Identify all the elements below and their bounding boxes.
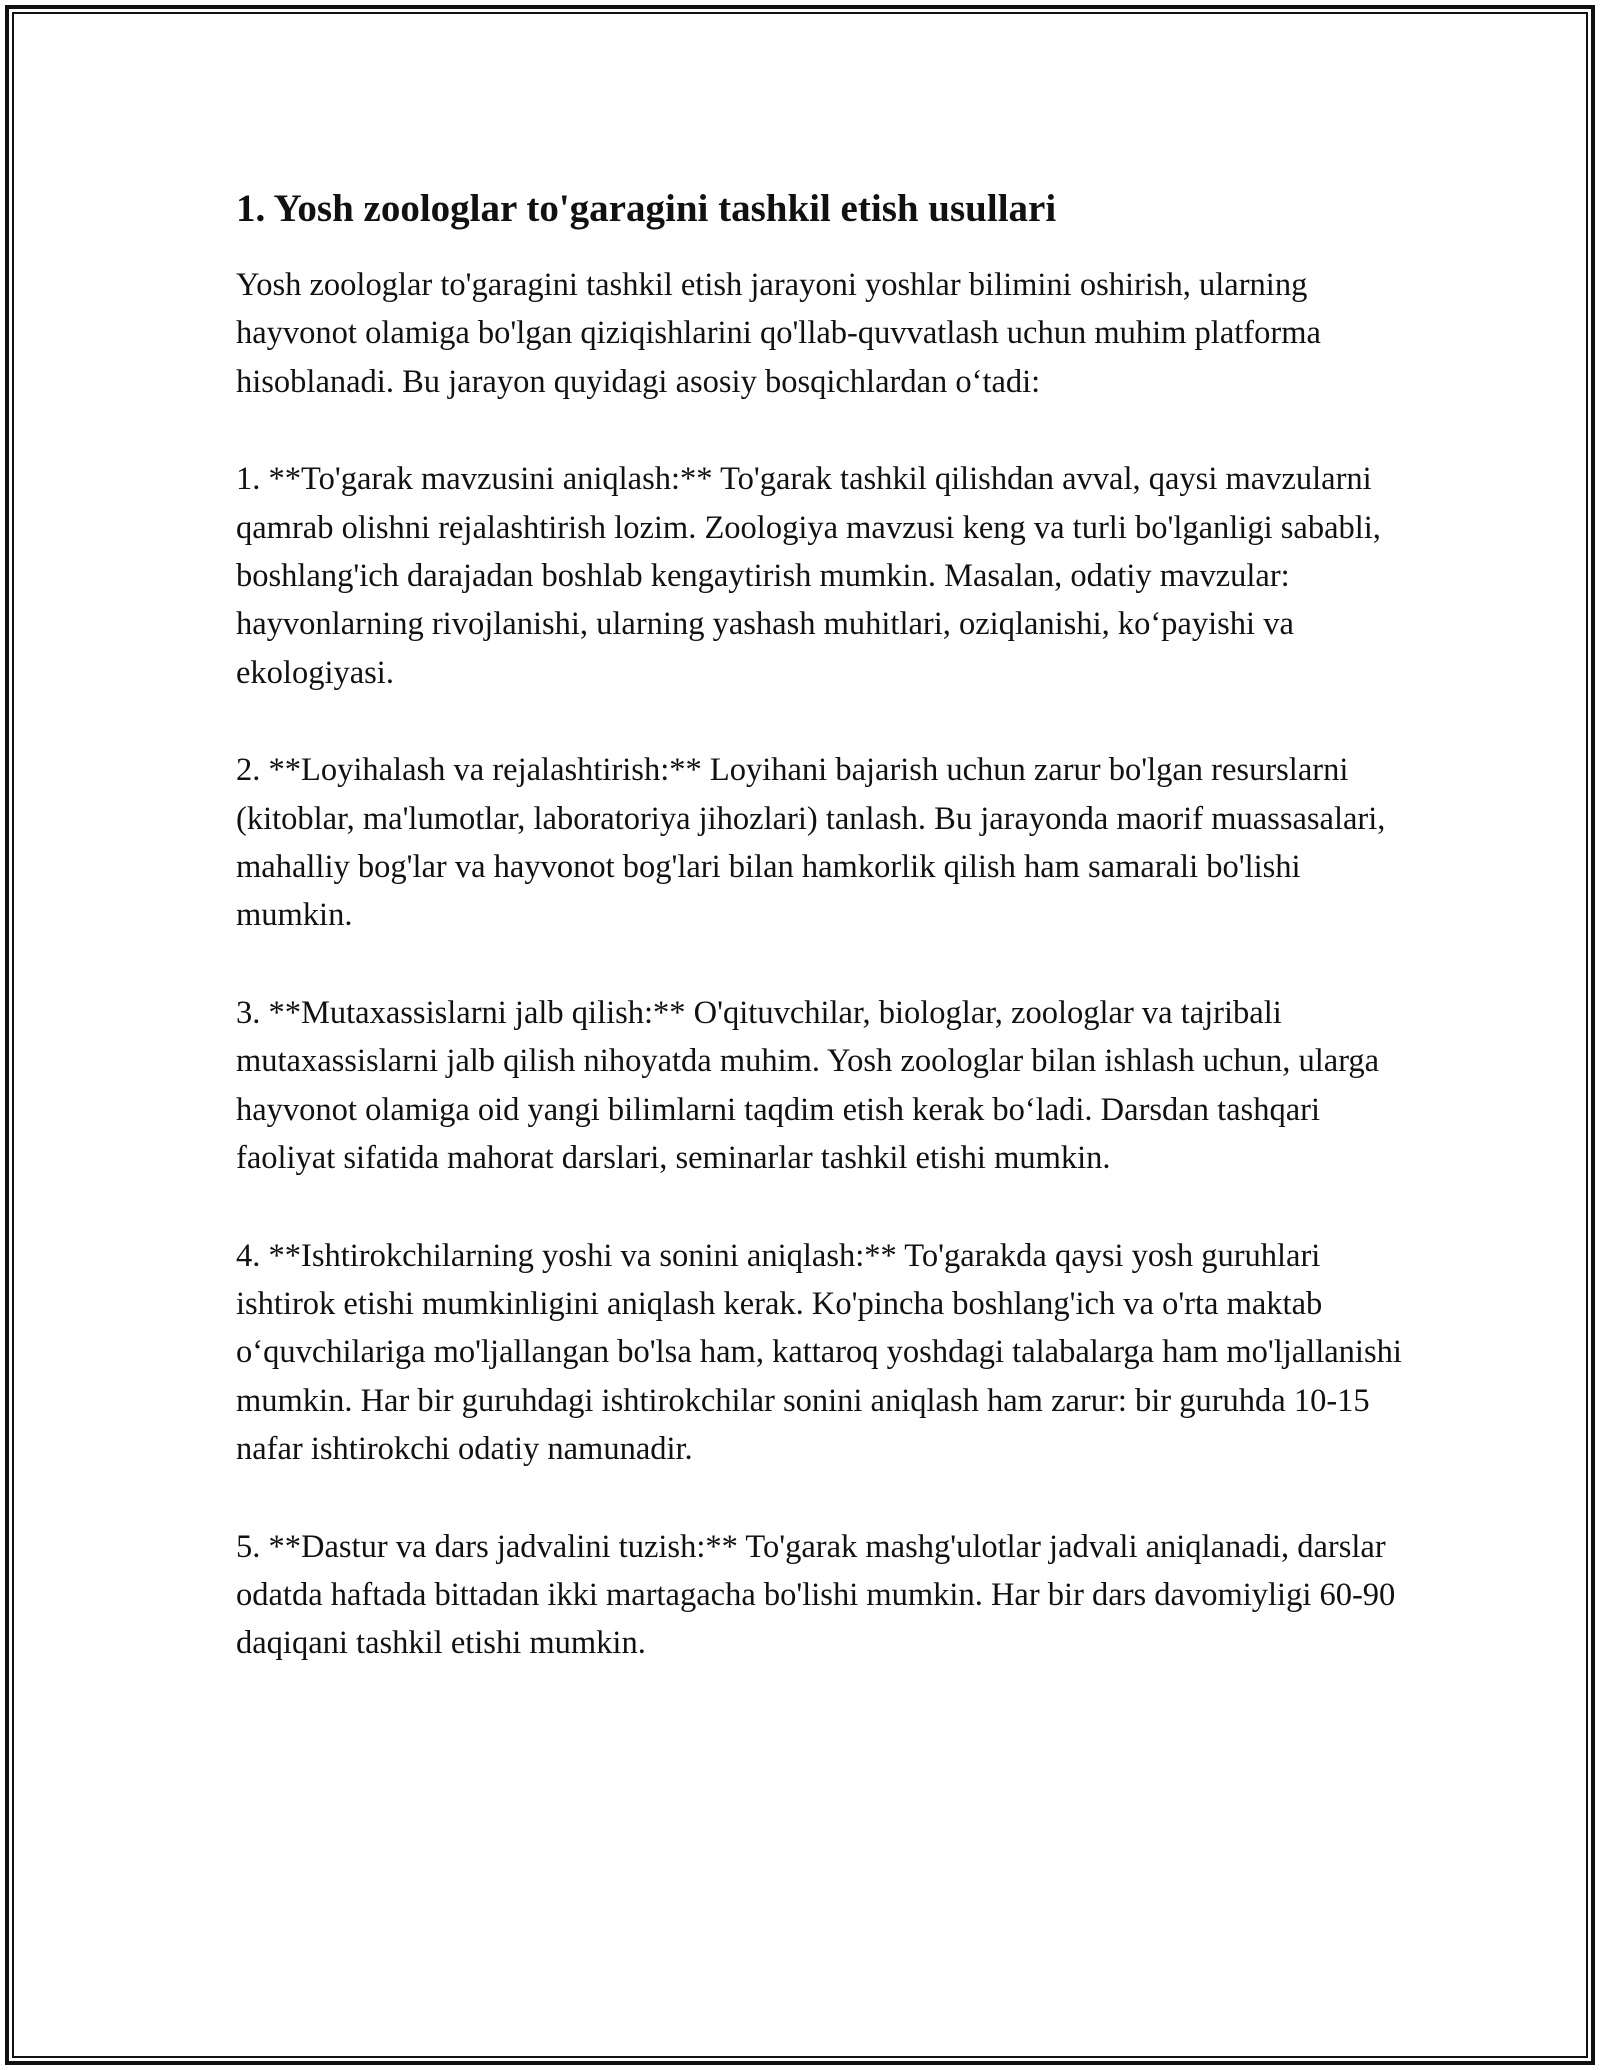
- step-1-paragraph: 1. **To'garak mavzusini aniqlash:** To'garak tashkil qilishdan avval, qaysi mavzularni qamrab olishni rejalashtirish lozim. Zoologiya mavzusi keng va turli bo'lganligi sababli, boshlang'ich darajadan boshlab kengaytirish mumkin. Masalan, odatiy mavzular: hayvonlarning rivojlanishi, ularning yashash muhitlari, oziqlanishi, ko‘payishi va ekologiyasi.: [236, 461, 1381, 691]
- step-3-paragraph: 3. **Mutaxassislarni jalb qilish:** O'qituvchilar, biologlar, zoologlar va tajribali mutaxassislarni jalb qilish nihoyatda muhim. Yosh zoologlar bilan ishlash uchun, ularga hayvonot olamiga oid yangi bilimlarni taqdim etish kerak bo‘ladi. Darsdan tashqari faoliyat sifatida mahorat darslari, seminarlar tashkil etishi mumkin.: [236, 994, 1380, 1177]
- intro-paragraph: Yosh zoologlar to'garagini tashkil etish jarayoni yoshlar bilimini oshirish, ularning hayvonot olamiga bo'lgan qiziqishlarini qo'llab-quvvatlash uchun muhim platforma hisoblanadi. Bu jarayon quyidagi asosiy bosqichlardan o‘tadi:: [236, 267, 1321, 400]
- step-4-paragraph: 4. **Ishtirokchilarning yoshi va sonini aniqlash:** To'garakda qaysi yosh guruhlari ishtirok etishi mumkinligini aniqlash kerak. Ko'pincha boshlang'ich va o'rta maktab o‘quvchilariga mo'ljallangan bo'lsa ham, kattaroq yoshdagi talabalarga ham mo'ljallanishi mumkin. Har bir guruhdagi ishtirokchilar sonini aniqlash ham zarur: bir guruhda 10-15 nafar ishtirokchi odatiy namunadir.: [236, 1237, 1402, 1468]
- step-5-paragraph: 5. **Dastur va dars jadvalini tuzish:** To'garak mashg'ulotlar jadvali aniqlanadi, darslar odatda haftada bittadan ikki martagacha bo'lishi mumkin. Har bir dars davomiyligi 60-90 daqiqani tashkil etishi mumkin.: [236, 1528, 1396, 1662]
- document-body: [236, 183, 1406, 1717]
- step-2-paragraph: 2. **Loyihalash va rejalashtirish:** Loyihani bajarish uchun zarur bo'lgan resurslarni (kitoblar, ma'lumotlar, laboratoriya jihozlari) tanlash. Bu jarayonda maorif muassasalari, mahalliy bog'lar va hayvonot bog'lari bilan hamkorlik qilish ham samarali bo'lishi mumkin.: [236, 752, 1386, 934]
- section-heading: 1. Yosh zoologlar to'garagini tashkil etish usullari: [236, 187, 1057, 230]
